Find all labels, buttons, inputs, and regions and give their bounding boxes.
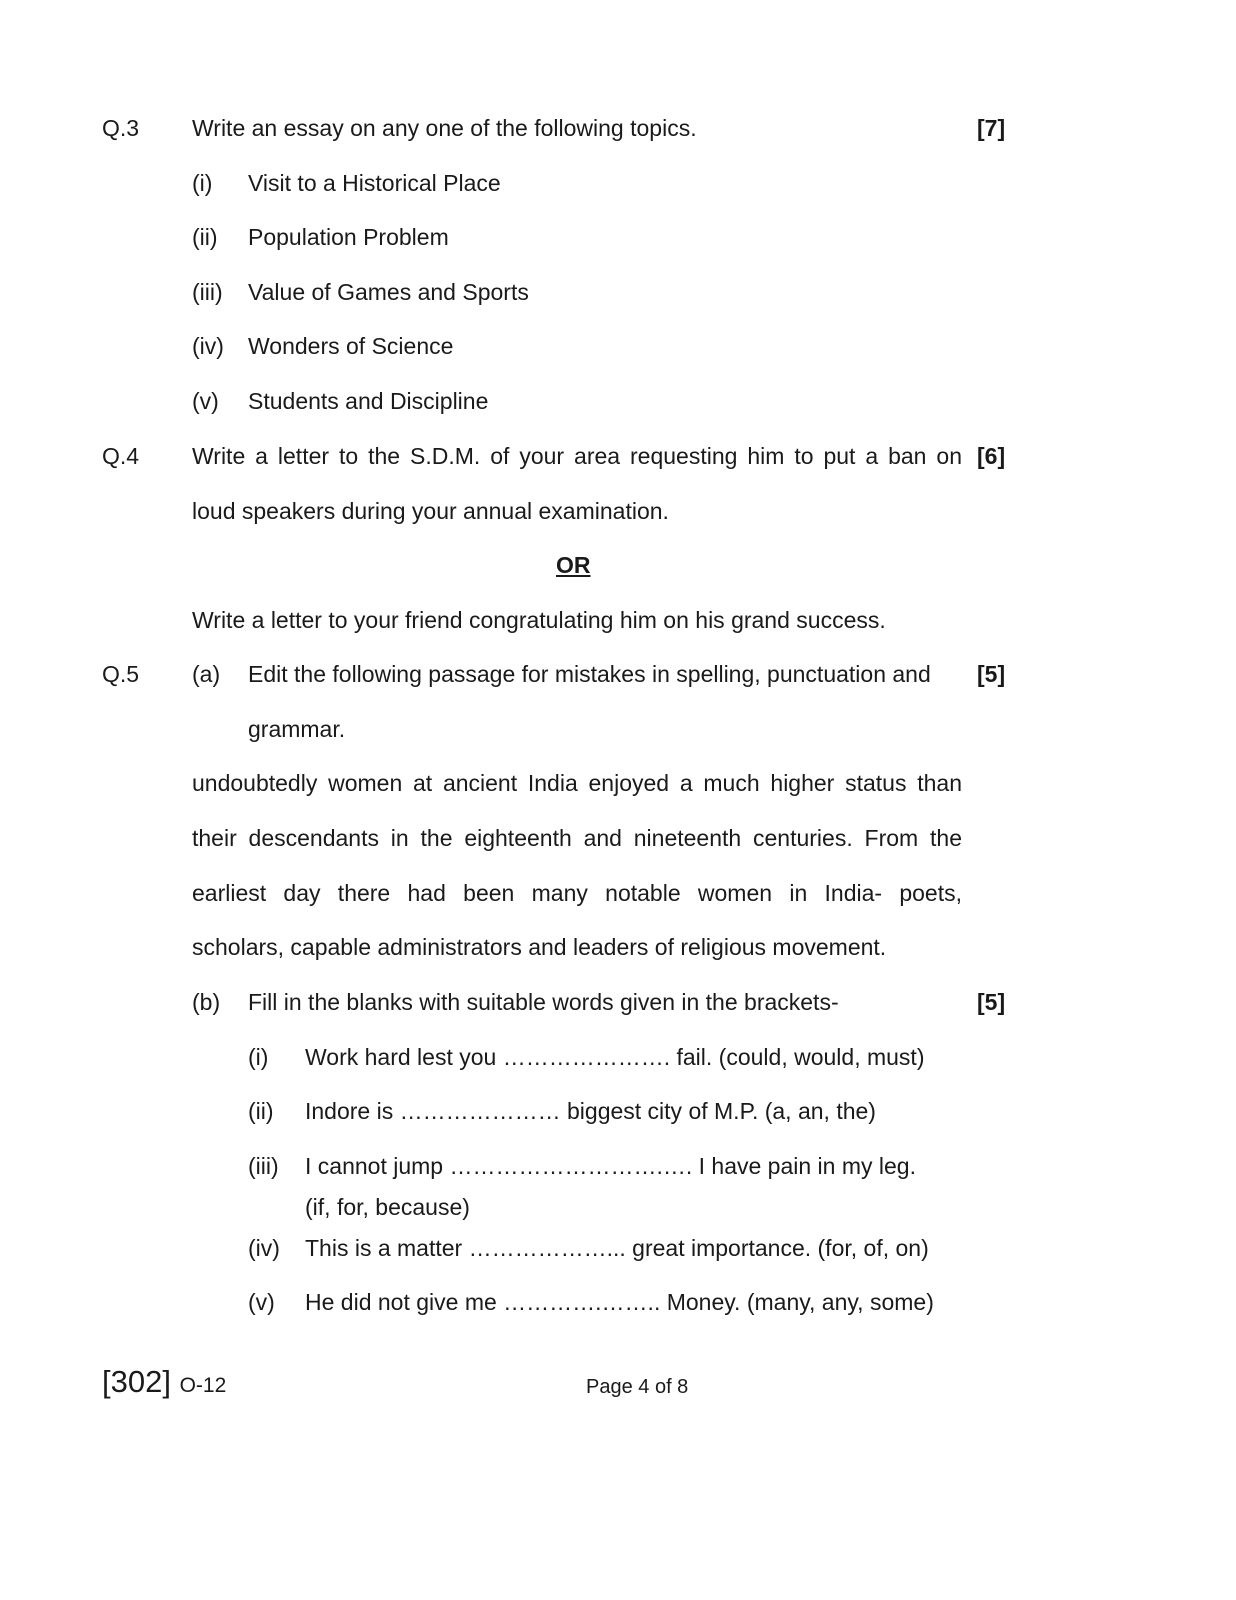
question-4-number: Q.4 — [102, 443, 140, 469]
blank-item-text: He did not give me ………….…….. Money. (many, any, some) — [305, 1289, 934, 1315]
part-a-prompt-line-1: Edit the following passage for mistakes in spelling, punctuation and — [248, 661, 931, 687]
blank-item-options: (if, for, because) — [305, 1194, 470, 1220]
blank-item-label: (ii) — [248, 1098, 274, 1124]
part-a-label: (a) — [192, 661, 221, 687]
part-b-label: (b) — [192, 989, 221, 1015]
question-4-prompt-line-1: Write a letter to the S.D.M. of your area requesting him to put a ban on — [192, 443, 962, 469]
question-4-alternative-prompt: Write a letter to your friend congratulating him on his grand success. — [192, 607, 886, 633]
question-4-marks: [6] — [977, 443, 1006, 469]
passage-line: earliest day there had been many notable women in India- poets, — [192, 880, 962, 906]
question-3-marks: [7] — [977, 115, 1006, 141]
question-3-number: Q.3 — [102, 115, 140, 141]
blank-item-label: (v) — [248, 1289, 275, 1315]
part-a-marks: [5] — [977, 661, 1006, 687]
or-heading: OR — [556, 552, 591, 578]
topic-text: Wonders of Science — [248, 333, 454, 359]
topic-label: (i) — [192, 170, 213, 196]
passage-line: undoubtedly women at ancient India enjoyed a much higher status than — [192, 770, 962, 796]
blank-item-text: This is a matter ………………... great importance. (for, of, on) — [305, 1235, 929, 1261]
topic-text: Visit to a Historical Place — [248, 170, 501, 196]
blank-item-text: Work hard lest you …………………. fail. (could, would, must) — [305, 1044, 925, 1070]
part-b-marks: [5] — [977, 989, 1006, 1015]
topic-text: Students and Discipline — [248, 388, 489, 414]
part-a-prompt-line-2: grammar. — [248, 716, 346, 742]
blank-item-label: (iii) — [248, 1153, 279, 1179]
passage-line: their descendants in the eighteenth and nineteenth centuries. From the — [192, 825, 962, 851]
blank-item-text: I cannot jump ……………………….…. I have pain in my leg. — [305, 1153, 916, 1179]
blank-item-label: (iv) — [248, 1235, 280, 1261]
paper-code-number: [302] — [102, 1364, 171, 1399]
topic-label: (ii) — [192, 224, 218, 250]
topic-label: (iii) — [192, 279, 223, 305]
passage-line: scholars, capable administrators and leaders of religious movement. — [192, 934, 887, 960]
question-4-prompt-line-2: loud speakers during your annual examination. — [192, 498, 669, 524]
paper-code — [102, 1366, 226, 1397]
topic-label: (v) — [192, 388, 219, 414]
question-3-prompt: Write an essay on any one of the following topics. — [192, 115, 697, 141]
question-5-number: Q.5 — [102, 661, 140, 687]
blank-item-text: Indore is ………………… biggest city of M.P. (a, an, the) — [305, 1098, 876, 1124]
topic-text: Population Problem — [248, 224, 449, 250]
paper-set: O-12 — [179, 1374, 227, 1397]
page-number: Page 4 of 8 — [586, 1376, 689, 1398]
part-b-prompt: Fill in the blanks with suitable words given in the brackets- — [248, 989, 839, 1015]
blank-item-label: (i) — [248, 1044, 269, 1070]
topic-label: (iv) — [192, 333, 224, 359]
topic-text: Value of Games and Sports — [248, 279, 529, 305]
